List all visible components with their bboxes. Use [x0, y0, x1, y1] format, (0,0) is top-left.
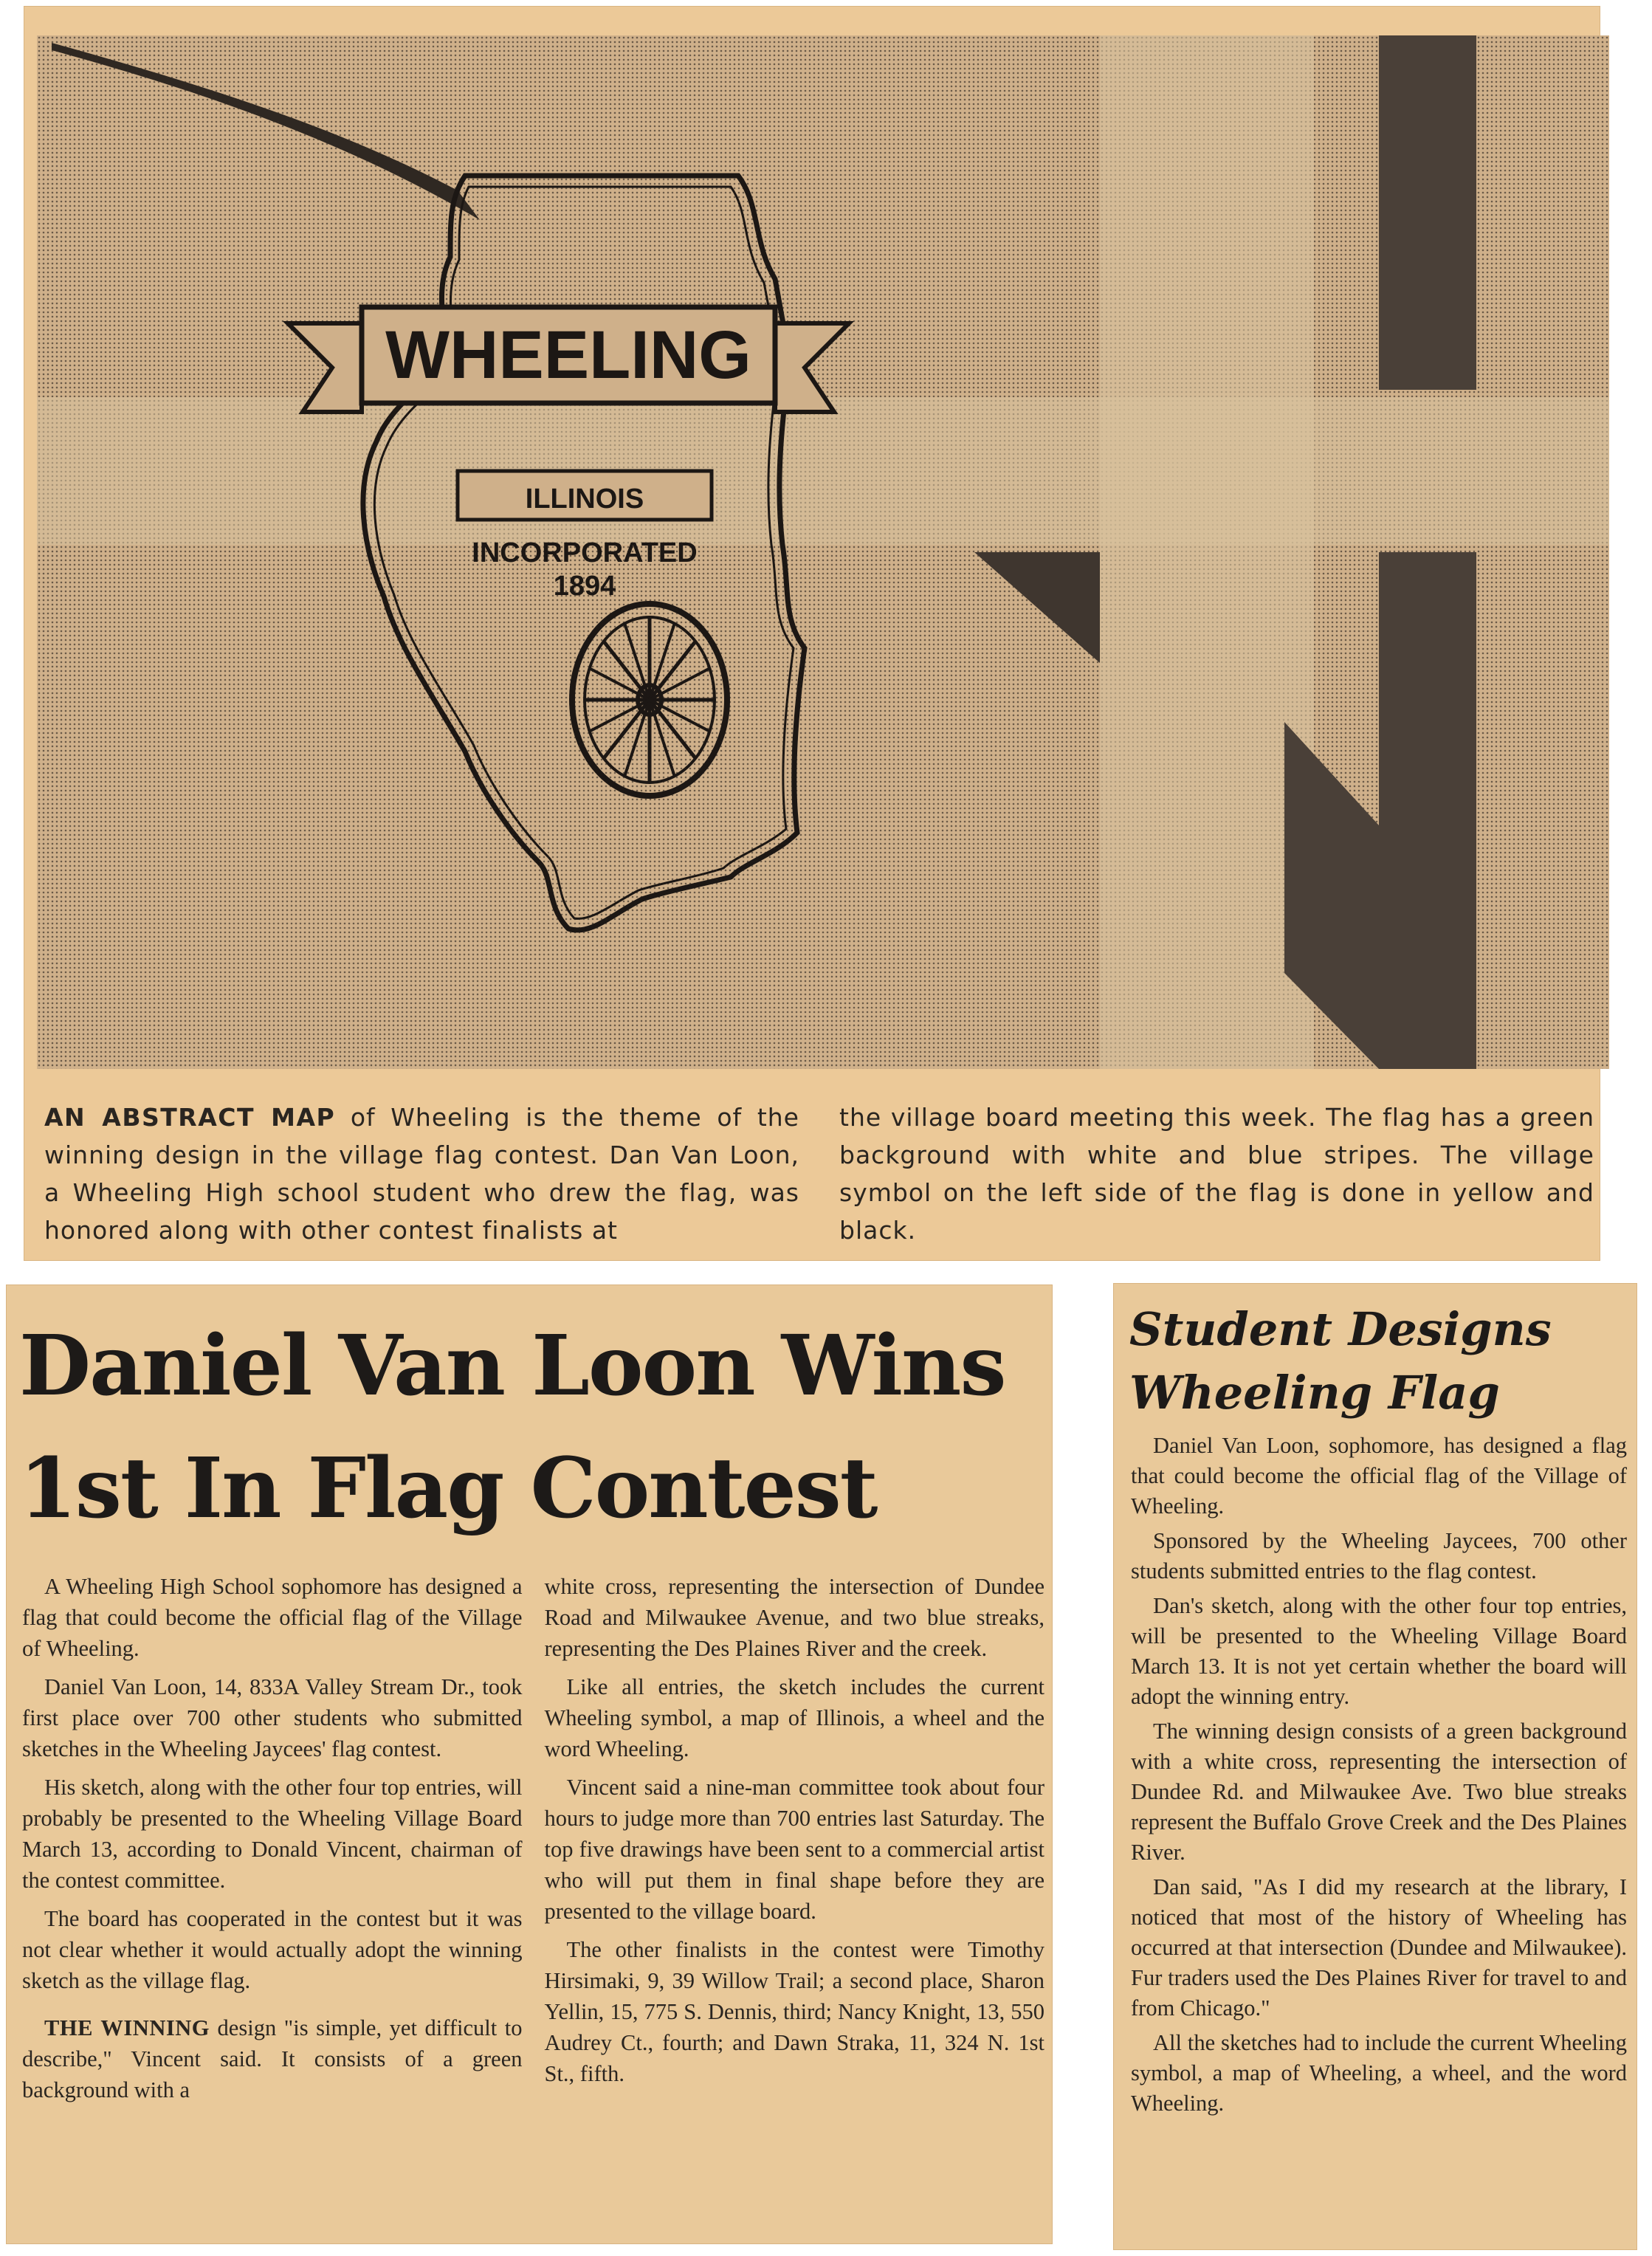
- main-column-2: [545, 1571, 1045, 2113]
- main-article-body: [22, 1571, 1044, 2113]
- paragraph: Dan's sketch, along with the other four top entries, will be presented to the Wheeling Village Board March 13. It is not yet certain whether the board will adopt the winning entry.: [1131, 1593, 1627, 1709]
- headline-line-1: Daniel Van Loon Wins: [19, 1318, 1005, 1414]
- blue-stripe-top: [1379, 35, 1476, 390]
- caption-column-2: the village board meeting this week. The flag has a green background with white and blue stripes. The village symbol on the left side of the flag is done in yellow and black.: [839, 1103, 1594, 1245]
- side-headline-line-1: Student Designs: [1129, 1302, 1552, 1356]
- paragraph: A Wheeling High School sophomore has designed a flag that could become the official flag of the Village of Wheeling.: [22, 1574, 523, 1661]
- banner-text: WHEELING: [385, 317, 751, 393]
- caption-text-1: of Wheeling is the theme of the winning design in the village flag contest. Dan Van Loon, a Wheeling High school student who drew the flag, was honored along with other contest finalists at: [44, 1103, 799, 1245]
- paragraph: [22, 2012, 523, 2105]
- state-label: ILLINOIS: [525, 484, 644, 515]
- paragraph: All the sketches had to include the current Wheeling symbol, a map of Wheeling, a wheel, and the word Wheeling.: [1131, 2030, 1627, 2116]
- side-headline-line-2: Wheeling Flag: [1129, 1366, 1500, 1420]
- incorporated-year: 1894: [553, 571, 616, 602]
- photo-clipping: [24, 6, 1600, 1261]
- side-headline: [1129, 1298, 1631, 1425]
- cross-horizontal-band: [37, 397, 1609, 545]
- paragraph: The board has cooperated in the contest but it was not clear whether it would actually adopt the winning sketch as the village flag.: [22, 1906, 523, 1993]
- flag-drawing: [37, 35, 1609, 1069]
- main-column-1: [22, 1571, 523, 2113]
- paragraph: His sketch, along with the other four top entries, will probably be presented to the Wheeling Village Board March 13, according to Donald Vincent, chairman of the contest committee.: [22, 1775, 523, 1893]
- paragraph: The other finalists in the contest were Timothy Hirsimaki, 9, 39 Willow Trail; a second place, Sharon Yellin, 15, 775 S. Dennis, third; Nancy Knight, 13, 550 Audrey Ct., fourth; and Dawn Straka, 11, 324 N. 1st St., fifth.: [544, 1937, 1044, 2086]
- side-article-clipping: [1113, 1283, 1637, 2250]
- diagonal-streak-upper: [974, 552, 1100, 663]
- paragraph: Daniel Van Loon, sophomore, has designed a flag that could become the official flag of the Village of Wheeling.: [1131, 1433, 1627, 1519]
- main-headline: [19, 1305, 1045, 1550]
- photo-caption: [44, 1098, 1594, 1249]
- paragraph: white cross, representing the intersection of Dundee Road and Milwaukee Avenue, and two blue streaks, representing the Des Plaines River and the creek.: [544, 1574, 1044, 1661]
- paragraph-text: design "is simple, yet difficult to describe," Vincent said. It consists of a green background with a: [22, 2015, 523, 2102]
- subhead-caps: THE WINNING: [44, 2015, 210, 2040]
- main-article-clipping: [6, 1285, 1053, 2244]
- flag-photo: [37, 35, 1609, 1069]
- incorporated-label: INCORPORATED: [472, 537, 698, 568]
- paragraph: The winning design consists of a green background with a white cross, representing the intersection of Dundee Rd. and Milwaukee Ave. Two blue streaks represent the Buffalo Grove Creek and the Des Plaines River.: [1131, 1719, 1627, 1865]
- paragraph: Dan said, "As I did my research at the library, I noticed that most of the history of Wheeling has occurred at that intersection (Dundee and Milwaukee). Fur traders used the Des Plaines River for travel to and from Chicago.": [1131, 1874, 1627, 2021]
- paragraph: Like all entries, the sketch includes the current Wheeling symbol, a map of Illinois, a wheel and the word Wheeling.: [544, 1674, 1044, 1761]
- paragraph: Sponsored by the Wheeling Jaycees, 700 other students submitted entries to the flag contest.: [1131, 1528, 1627, 1583]
- paragraph: Daniel Van Loon, 14, 833A Valley Stream Dr., took first place over 700 other students who submitted sketches in the Wheeling Jaycees' flag contest.: [22, 1674, 523, 1761]
- headline-line-2: 1st In Flag Contest: [19, 1440, 877, 1537]
- cross-vertical-band: [1100, 35, 1314, 1069]
- wagon-wheel-icon: [572, 604, 727, 796]
- side-article-body: [1131, 1431, 1627, 2123]
- blue-stripe-bottom: [1379, 552, 1476, 1069]
- wheeling-banner: [288, 307, 849, 412]
- caption-column-1: [44, 1098, 799, 1249]
- river-streak: [52, 43, 480, 220]
- paragraph: Vincent said a nine-man committee took about four hours to judge more than 700 entries last Saturday. The top five drawings have been sent to a commercial artist who will put them in final shape before they are presented to the village board.: [544, 1775, 1044, 1924]
- caption-lead: AN ABSTRACT MAP: [44, 1103, 336, 1132]
